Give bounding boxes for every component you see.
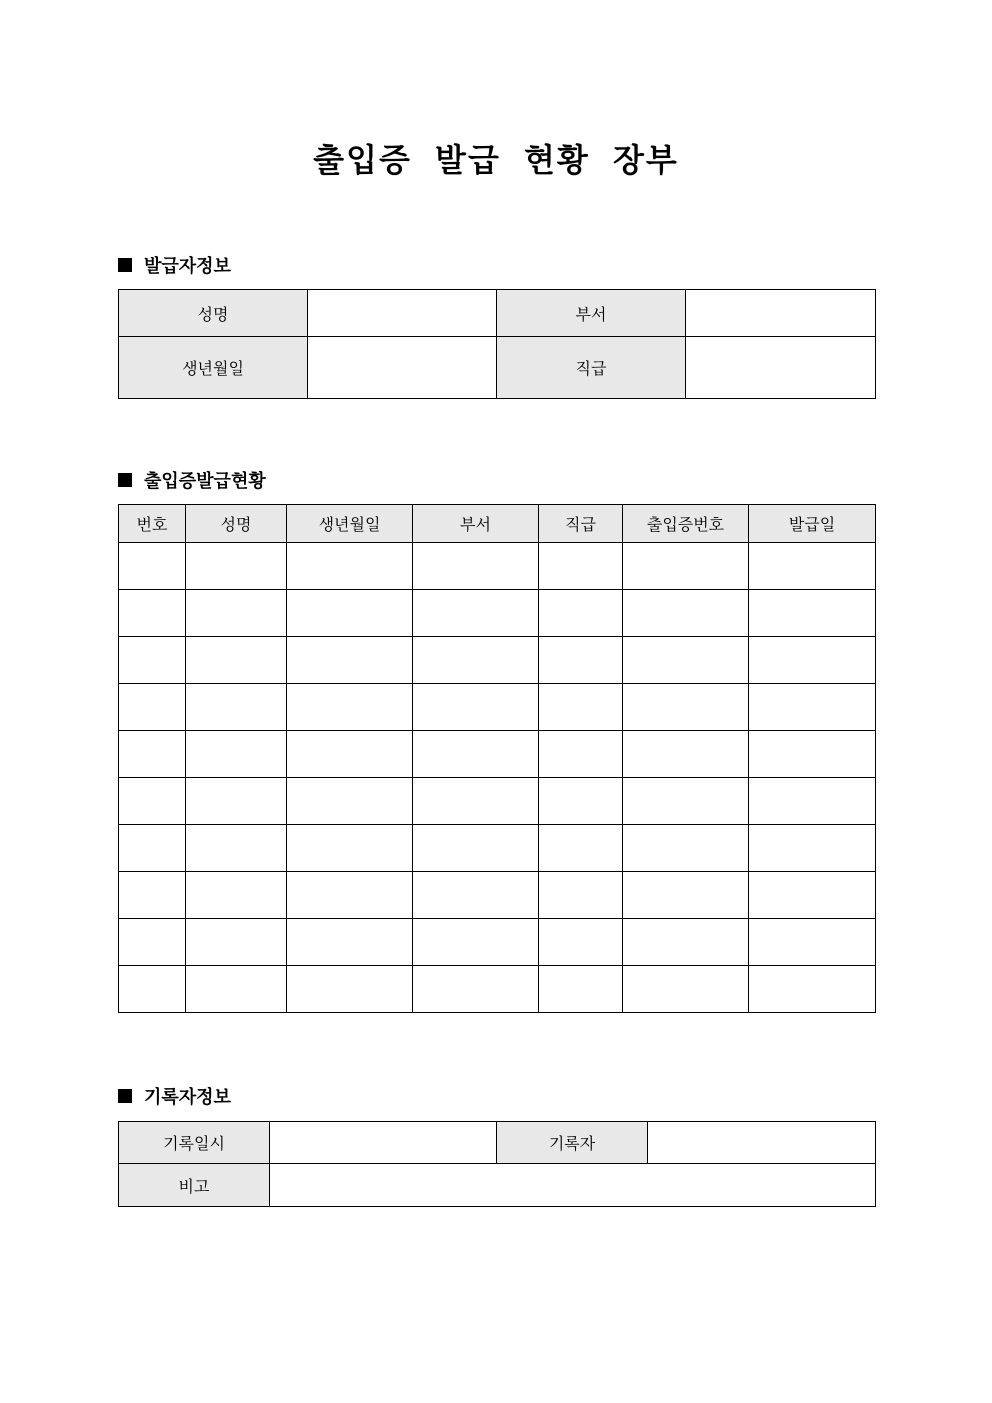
- recorder-field[interactable]: [648, 1122, 876, 1164]
- record-datetime-label: 기록일시: [119, 1122, 270, 1164]
- table-row: [119, 637, 876, 684]
- cell-issue-date[interactable]: [749, 543, 876, 590]
- table-row: [119, 590, 876, 637]
- issuer-birthdate-label: 생년월일: [119, 337, 308, 399]
- cell-birthdate[interactable]: [287, 778, 413, 825]
- cell-number[interactable]: [119, 731, 186, 778]
- table-row: [119, 684, 876, 731]
- cell-birthdate[interactable]: [287, 872, 413, 919]
- cell-department[interactable]: [413, 825, 539, 872]
- cell-issue-date[interactable]: [749, 919, 876, 966]
- cell-issue-date[interactable]: [749, 825, 876, 872]
- cell-issue-date[interactable]: [749, 778, 876, 825]
- column-header-department: 부서: [413, 505, 539, 543]
- cell-department[interactable]: [413, 778, 539, 825]
- issuer-name-field[interactable]: [308, 290, 497, 337]
- cell-position[interactable]: [539, 966, 623, 1013]
- remarks-label: 비고: [119, 1164, 270, 1207]
- cell-department[interactable]: [413, 731, 539, 778]
- cell-issue-date[interactable]: [749, 872, 876, 919]
- remarks-field[interactable]: [270, 1164, 876, 1207]
- issuer-position-field[interactable]: [686, 337, 876, 399]
- cell-number[interactable]: [119, 543, 186, 590]
- cell-department[interactable]: [413, 919, 539, 966]
- table-row: [119, 778, 876, 825]
- cell-issue-date[interactable]: [749, 966, 876, 1013]
- issuer-section-title: 발급자정보: [144, 256, 231, 277]
- column-header-pass-number: 출입증번호: [623, 505, 749, 543]
- cell-pass-number[interactable]: [623, 778, 749, 825]
- cell-issue-date[interactable]: [749, 731, 876, 778]
- cell-department[interactable]: [413, 872, 539, 919]
- column-header-issue-date: 발급일: [749, 505, 876, 543]
- cell-pass-number[interactable]: [623, 590, 749, 637]
- cell-department[interactable]: [413, 966, 539, 1013]
- cell-number[interactable]: [119, 637, 186, 684]
- cell-name[interactable]: [186, 684, 287, 731]
- cell-position[interactable]: [539, 872, 623, 919]
- cell-birthdate[interactable]: [287, 637, 413, 684]
- cell-name[interactable]: [186, 590, 287, 637]
- record-datetime-field[interactable]: [270, 1122, 497, 1164]
- cell-pass-number[interactable]: [623, 872, 749, 919]
- table-row: [119, 543, 876, 590]
- cell-position[interactable]: [539, 825, 623, 872]
- cell-position[interactable]: [539, 778, 623, 825]
- cell-number[interactable]: [119, 825, 186, 872]
- issuer-department-field[interactable]: [686, 290, 876, 337]
- column-header-birthdate: 생년월일: [287, 505, 413, 543]
- cell-name[interactable]: [186, 543, 287, 590]
- document-title: 출입증 발급 현황 장부: [313, 141, 679, 179]
- cell-name[interactable]: [186, 637, 287, 684]
- cell-number[interactable]: [119, 966, 186, 1013]
- cell-birthdate[interactable]: [287, 919, 413, 966]
- cell-position[interactable]: [539, 731, 623, 778]
- table-row: [119, 966, 876, 1013]
- cell-name[interactable]: [186, 778, 287, 825]
- cell-birthdate[interactable]: [287, 590, 413, 637]
- recorder-label: 기록자: [497, 1122, 648, 1164]
- square-bullet-icon: [118, 258, 132, 272]
- cell-position[interactable]: [539, 590, 623, 637]
- cell-birthdate[interactable]: [287, 825, 413, 872]
- issuer-section-heading: [118, 253, 231, 277]
- table-row: [119, 731, 876, 778]
- cell-pass-number[interactable]: [623, 731, 749, 778]
- cell-name[interactable]: [186, 966, 287, 1013]
- cell-position[interactable]: [539, 919, 623, 966]
- cell-name[interactable]: [186, 872, 287, 919]
- issuance-section-heading: [118, 468, 266, 492]
- cell-number[interactable]: [119, 778, 186, 825]
- cell-number[interactable]: [119, 590, 186, 637]
- cell-pass-number[interactable]: [623, 966, 749, 1013]
- cell-issue-date[interactable]: [749, 637, 876, 684]
- column-header-position: 직급: [539, 505, 623, 543]
- column-header-number: 번호: [119, 505, 186, 543]
- cell-position[interactable]: [539, 684, 623, 731]
- issuance-section-title: 출입증발급현황: [144, 471, 266, 492]
- issuer-name-label: 성명: [119, 290, 308, 337]
- cell-department[interactable]: [413, 684, 539, 731]
- cell-number[interactable]: [119, 872, 186, 919]
- cell-pass-number[interactable]: [623, 543, 749, 590]
- issuer-birthdate-field[interactable]: [308, 337, 497, 399]
- cell-issue-date[interactable]: [749, 684, 876, 731]
- square-bullet-icon: [118, 473, 132, 487]
- square-bullet-icon: [118, 1089, 132, 1103]
- cell-department[interactable]: [413, 637, 539, 684]
- column-header-name: 성명: [186, 505, 287, 543]
- table-row: [119, 825, 876, 872]
- table-row: [119, 872, 876, 919]
- cell-position[interactable]: [539, 637, 623, 684]
- cell-name[interactable]: [186, 825, 287, 872]
- cell-pass-number[interactable]: [623, 825, 749, 872]
- cell-pass-number[interactable]: [623, 919, 749, 966]
- cell-birthdate[interactable]: [287, 543, 413, 590]
- table-row: [119, 919, 876, 966]
- cell-name[interactable]: [186, 731, 287, 778]
- issuer-position-label: 직급: [497, 337, 686, 399]
- cell-birthdate[interactable]: [287, 731, 413, 778]
- cell-pass-number[interactable]: [623, 637, 749, 684]
- cell-department[interactable]: [413, 590, 539, 637]
- cell-number[interactable]: [119, 919, 186, 966]
- issuance-status-table: [118, 504, 876, 1013]
- cell-birthdate[interactable]: [287, 684, 413, 731]
- recorder-info-table: [118, 1121, 876, 1207]
- recorder-section-title: 기록자정보: [144, 1087, 231, 1108]
- recorder-section-heading: [118, 1084, 231, 1108]
- cell-position[interactable]: [539, 543, 623, 590]
- issuance-header-row: [119, 505, 876, 543]
- cell-name[interactable]: [186, 919, 287, 966]
- issuer-department-label: 부서: [497, 290, 686, 337]
- cell-department[interactable]: [413, 543, 539, 590]
- cell-issue-date[interactable]: [749, 590, 876, 637]
- cell-birthdate[interactable]: [287, 966, 413, 1013]
- cell-number[interactable]: [119, 684, 186, 731]
- cell-pass-number[interactable]: [623, 684, 749, 731]
- issuer-info-table: [118, 289, 876, 399]
